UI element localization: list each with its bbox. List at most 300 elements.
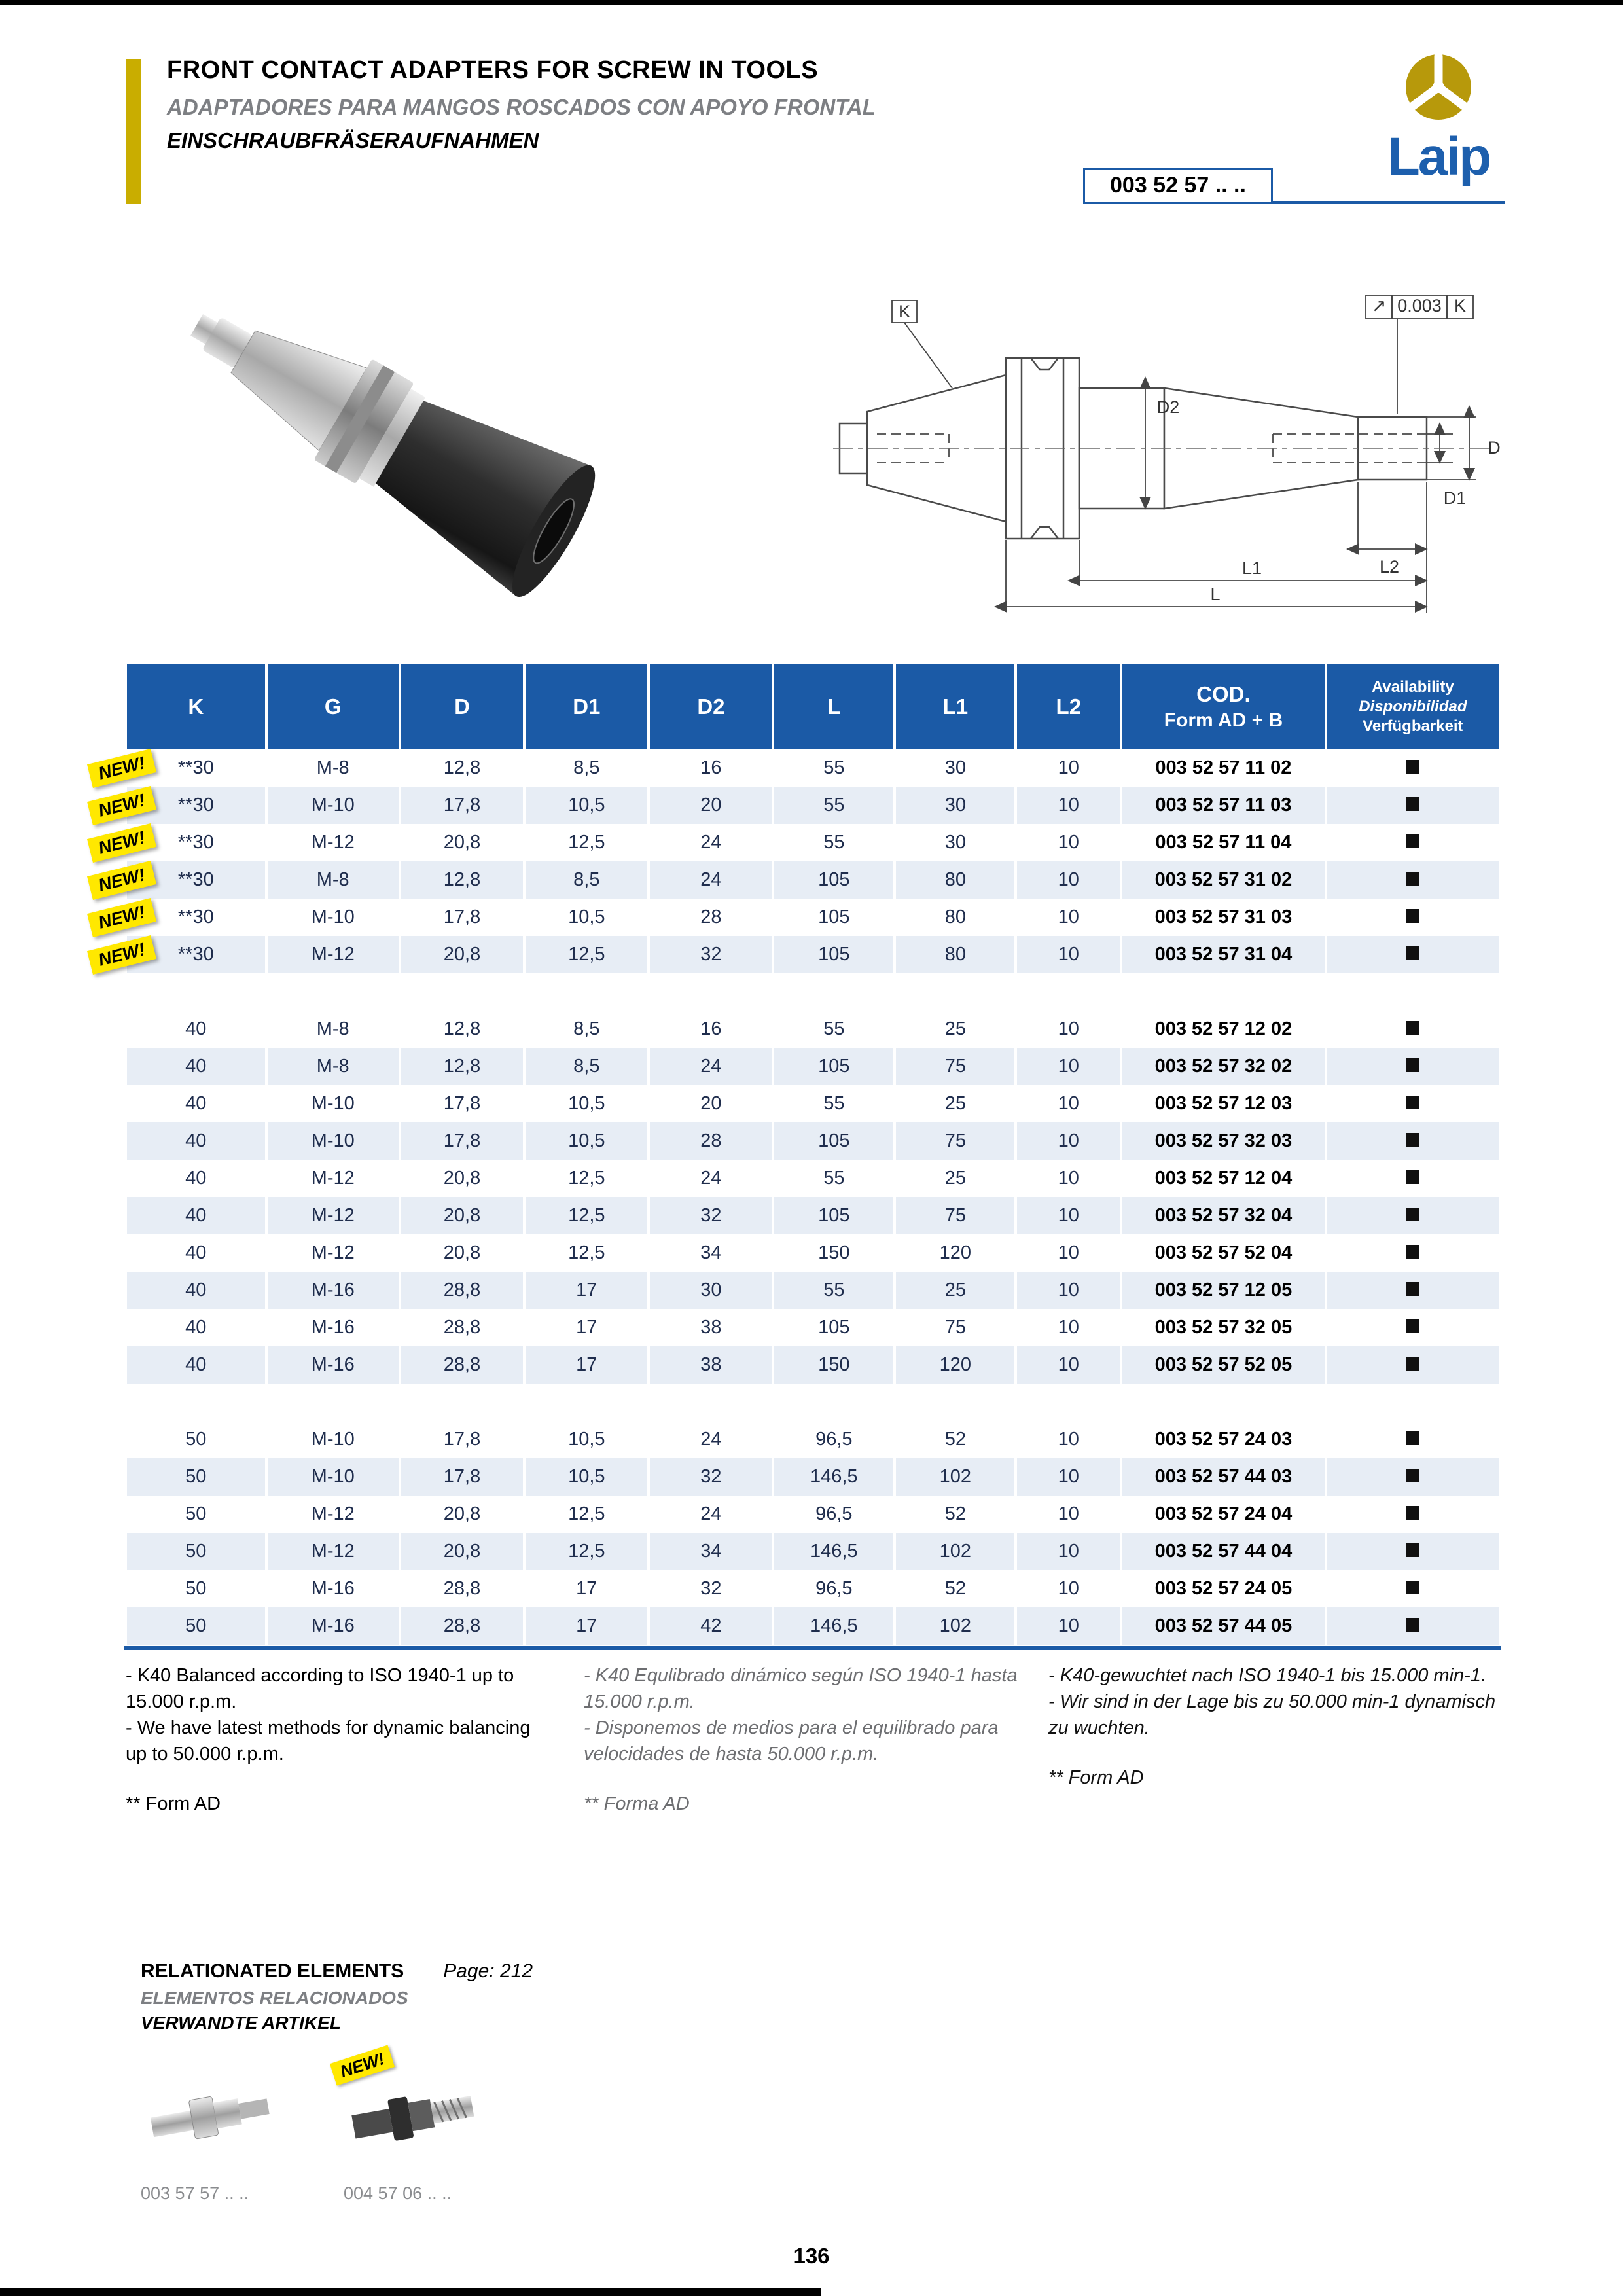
footnotes [126,1662,1507,1817]
cell-d2: 16 [700,757,722,778]
related-item-code: 003 57 57 .. .. [141,2183,249,2203]
cell-l1: 120 [939,1242,972,1263]
cell-availability [1327,1458,1499,1496]
cell-d2: 28 [650,1122,772,1160]
accent-bar [126,59,141,204]
col-header-d1: D1 [526,664,647,749]
cell-availability [1327,936,1499,973]
cell-d2: 24 [650,1048,772,1085]
cell-d2: 32 [650,936,772,973]
cell-l1: 80 [944,906,966,927]
availability-square-icon [1406,1208,1419,1221]
related-elements-section [141,1960,861,2204]
availability-square-icon [1406,760,1419,774]
col-header-l: L [774,664,893,749]
availability-square-icon [1406,1543,1419,1557]
label-d2: D2 [1156,397,1180,417]
cell-k: 40 [127,1048,265,1085]
cell-l: 105 [818,1317,850,1338]
cell-g: M-12 [311,1503,355,1524]
cell-cod: 003 52 57 24 05 [1154,1578,1293,1599]
laip-logo-icon [1400,48,1477,126]
cell-d2: 24 [700,1168,722,1189]
page-bottom-edge [0,2288,821,2296]
related-title-es: ELEMENTOS RELACIONADOS [141,1988,408,2008]
table-row [127,1458,1499,1496]
cell-l: 96,5 [815,1429,853,1450]
cell-k: **30 NEW! [127,824,265,861]
cell-l1: 80 [896,861,1014,899]
cell-k: **30 NEW! [127,899,265,936]
cell-l1: 52 [944,1503,966,1524]
label-d1: D1 [1443,488,1467,508]
dimension-table [96,664,1501,1645]
cell-l: 105 [774,1048,893,1085]
cell-l: 105 [774,936,893,973]
cell-availability [1327,1309,1499,1346]
cell-availability [1327,1234,1499,1272]
new-badge: NEW! [330,2045,395,2085]
cell-d1: 10,5 [526,1458,647,1496]
cell-l2: 10 [1058,832,1079,853]
cell-l: 55 [823,1018,845,1039]
table-row [127,1533,1499,1570]
cell-d1: 8,5 [526,861,647,899]
cell-g: M-10 [311,1429,355,1450]
cell-l2: 10 [1017,1458,1120,1496]
availability-square-icon [1406,1058,1419,1072]
cell-l1: 25 [944,1018,966,1039]
cell-g: M-10 [311,1093,355,1114]
cell-availability [1327,861,1499,899]
cell-d1: 8,5 [526,1048,647,1085]
cell-d1: 17 [576,1578,597,1599]
cell-l: 55 [774,1272,893,1309]
table-row [127,1011,1499,1048]
cell-d: 20,8 [401,936,523,973]
cell-l: 105 [774,861,893,899]
cell-availability [1327,1011,1499,1048]
col-header-cod [1122,664,1325,749]
cell-d2: 30 [650,1272,772,1309]
cell-k: 50 [185,1578,207,1599]
cell-cod: 003 52 57 32 02 [1122,1048,1325,1085]
cell-g: M-8 [316,757,349,778]
footnote-german [1048,1662,1507,1817]
cell-cod: 003 52 57 44 05 [1122,1607,1325,1645]
new-badge: NEW! [87,897,156,937]
cell-availability [1327,1570,1499,1607]
cell-d2: 20 [650,787,772,824]
tool-holder-photo-illustration [124,272,700,628]
cell-availability [1327,749,1499,787]
cell-d: 17,8 [443,1429,481,1450]
cell-k: **30 NEW! [127,787,265,824]
cell-l2: 10 [1058,1168,1079,1189]
cell-cod: 003 52 57 52 05 [1122,1346,1325,1384]
cell-availability [1327,1122,1499,1160]
cell-k: 40 [185,1168,207,1189]
related-title-de: VERWANDTE ARTIKEL [141,2013,341,2033]
form-note-en: ** Form AD [126,1793,221,1815]
cell-k: 40 [127,1122,265,1160]
cell-d1: 12,5 [568,832,605,853]
cell-d: 17,8 [443,906,481,927]
cell-d: 28,8 [401,1272,523,1309]
cell-d: 20,8 [443,1242,481,1263]
cell-availability [1327,1496,1499,1533]
cell-g: M-12 [268,936,399,973]
availability-square-icon [1406,1469,1419,1482]
cell-d2: 38 [700,1317,722,1338]
availability-square-icon [1406,1245,1419,1259]
cod-header-line1: COD. [1196,682,1251,706]
cell-k: 40 [185,1018,207,1039]
cell-l2: 10 [1058,1578,1079,1599]
cell-d1: 12,5 [568,1242,605,1263]
cell-l1: 75 [896,1048,1014,1085]
cell-l: 146,5 [774,1607,893,1645]
related-title-en: RELATIONATED ELEMENTS [141,1960,404,1982]
cell-l1: 25 [944,1093,966,1114]
cell-l2: 10 [1058,1429,1079,1450]
cell-d1: 8,5 [573,1018,600,1039]
cell-l2: 10 [1017,787,1120,824]
col-header-l2: L2 [1017,664,1120,749]
tolerance-datum: K [1454,296,1467,315]
cell-d: 12,8 [443,757,481,778]
cell-d2: 28 [700,906,722,927]
cell-d1: 10,5 [526,1122,647,1160]
new-badge: NEW! [87,785,156,825]
availability-square-icon [1406,1096,1419,1109]
cell-k: 40 [185,1093,207,1114]
availability-square-icon [1406,797,1419,811]
table-row [127,861,1499,899]
cell-k: 40 [185,1317,207,1338]
cell-g: M-10 [311,906,355,927]
cell-k: 50 [127,1533,265,1570]
cell-k: 40 [127,1197,265,1234]
availability-square-icon [1406,909,1419,923]
code-rule-line [1273,201,1505,204]
footnote-line: - Wir sind in der Lage bis zu 50.000 min-1 dynamisch zu wuchten. [1048,1691,1496,1739]
cell-l2: 10 [1058,1093,1079,1114]
cell-cod: 003 52 57 32 04 [1122,1197,1325,1234]
table-header-row [127,664,1499,749]
cell-d2: 24 [650,861,772,899]
cell-d: 12,8 [401,1048,523,1085]
cell-l1: 102 [896,1533,1014,1570]
cell-l2: 10 [1017,1346,1120,1384]
cell-k: 50 [127,1607,265,1645]
col-header-d: D [401,664,523,749]
cell-cod: 003 52 57 44 03 [1122,1458,1325,1496]
table-row [127,824,1499,861]
cell-l2: 10 [1017,1272,1120,1309]
cell-l: 55 [823,1168,845,1189]
availability-header-de: Verfügbarkeit [1363,717,1463,735]
cell-cod: 003 52 57 44 04 [1122,1533,1325,1570]
cell-d1: 17 [526,1607,647,1645]
cell-cod: 003 52 57 11 04 [1155,832,1292,853]
runout-symbol: ↗ [1371,296,1387,315]
cell-l1: 30 [896,787,1014,824]
cell-l2: 10 [1017,1607,1120,1645]
label-l: L [1210,584,1221,604]
table-row [127,787,1499,824]
cell-g: M-16 [268,1346,399,1384]
cell-cod: 003 52 57 12 04 [1154,1168,1293,1189]
cell-availability [1327,1346,1499,1384]
cell-l: 105 [774,1197,893,1234]
cell-availability [1327,1533,1499,1570]
cell-l: 150 [818,1242,850,1263]
cell-d: 12,8 [401,861,523,899]
cell-d2: 32 [650,1458,772,1496]
table-spacer-row [127,973,1499,1011]
cell-availability [1327,787,1499,824]
col-header-d2: D2 [650,664,772,749]
cell-g: M-12 [311,832,355,853]
cell-cod: 003 52 57 31 04 [1122,936,1325,973]
cell-d2: 34 [700,1242,722,1263]
availability-square-icon [1406,1133,1419,1147]
related-item [141,2063,281,2204]
availability-square-icon [1406,872,1419,886]
cell-l: 146,5 [774,1458,893,1496]
related-item-code: 004 57 06 .. .. [344,2183,452,2203]
cell-l2: 10 [1017,1197,1120,1234]
new-badge: NEW! [87,748,156,787]
tolerance-value: 0.003 [1397,296,1442,315]
table-row [127,1346,1499,1384]
page-top-edge [0,0,1623,5]
title-german: EINSCHRAUBFRÄSERAUFNAHMEN [167,128,539,152]
cell-k: **30 NEW! [127,861,265,899]
label-d: D [1488,438,1501,457]
availability-square-icon [1406,1282,1419,1296]
cell-d1: 17 [526,1272,647,1309]
cell-cod: 003 52 57 24 03 [1154,1429,1293,1450]
cell-l2: 10 [1017,936,1120,973]
table-row [127,1272,1499,1309]
cell-availability [1327,1197,1499,1234]
cell-g: M-16 [311,1317,355,1338]
cell-l1: 80 [896,936,1014,973]
cell-l1: 102 [896,1607,1014,1645]
availability-square-icon [1406,1618,1419,1632]
cell-d: 17,8 [401,787,523,824]
cell-availability [1327,1607,1499,1645]
cell-d1: 12,5 [568,1168,605,1189]
page-titles [167,56,1149,153]
cell-l1: 102 [896,1458,1014,1496]
table-row [127,1570,1499,1607]
cell-l1: 30 [944,757,966,778]
availability-square-icon [1406,1506,1419,1520]
cell-k: **30 NEW! [127,936,265,973]
cell-g: M-16 [311,1578,355,1599]
cell-d2: 34 [650,1533,772,1570]
cell-d1: 10,5 [526,787,647,824]
technical-drawing [815,278,1512,635]
footnote-line: - K40-gewuchtet nach ISO 1940-1 bis 15.000 min-1. [1048,1665,1486,1686]
cell-d1: 10,5 [568,1093,605,1114]
cell-l2: 10 [1017,861,1120,899]
cell-l: 55 [823,832,845,853]
cell-l1: 52 [944,1429,966,1450]
cell-availability [1327,1421,1499,1458]
cell-d1: 8,5 [573,757,600,778]
cell-d2: 24 [700,832,722,853]
cell-d1: 10,5 [568,906,605,927]
cell-d: 28,8 [443,1578,481,1599]
table-row [127,1160,1499,1197]
cell-l2: 10 [1058,757,1079,778]
cell-l2: 10 [1017,1122,1120,1160]
cell-l: 105 [818,906,850,927]
cell-g: M-8 [268,861,399,899]
cell-cod: 003 52 57 31 02 [1122,861,1325,899]
footnote-english [126,1662,584,1817]
cell-d: 20,8 [401,1533,523,1570]
new-badge: NEW! [87,823,156,862]
form-note-es: ** Forma AD [584,1793,690,1815]
cell-d2: 24 [700,1503,722,1524]
cell-k: 50 [127,1458,265,1496]
table-row [127,1607,1499,1645]
page-number: 136 [793,2244,830,2268]
dimension-table-wrap [96,664,1501,1650]
cell-l2: 10 [1058,1242,1079,1263]
related-page-reference: Page: 212 [443,1960,533,1982]
availability-header-es: Disponibilidad [1359,698,1467,715]
label-l1: L1 [1241,558,1262,578]
new-badge: NEW! [87,935,156,974]
cell-d: 12,8 [443,1018,481,1039]
cell-g: M-16 [268,1272,399,1309]
cell-g: M-10 [268,787,399,824]
footnote-line: - We have latest methods for dynamic balancing up to 50.000 r.p.m. [126,1717,531,1765]
footnote-line: - K40 Equlibrado dinámico según ISO 1940-1 hasta 15.000 r.p.m. [584,1665,1018,1713]
new-badge: NEW! [87,860,156,899]
cell-availability [1327,1272,1499,1309]
cell-d1: 12,5 [526,1197,647,1234]
cell-d1: 12,5 [526,1533,647,1570]
cell-k: 40 [127,1272,265,1309]
cell-d1: 12,5 [526,936,647,973]
cell-d: 20,8 [401,1197,523,1234]
cell-l2: 10 [1017,1533,1120,1570]
related-product-thumbnail [141,2063,281,2171]
footnote-line: - K40 Balanced according to ISO 1940-1 up to 15.000 r.p.m. [126,1665,514,1713]
availability-square-icon [1406,1357,1419,1371]
cell-l1: 75 [896,1197,1014,1234]
availability-square-icon [1406,1021,1419,1035]
cell-cod: 003 52 57 12 03 [1154,1093,1293,1114]
cell-l: 96,5 [815,1503,853,1524]
table-row [127,1197,1499,1234]
cell-d: 17,8 [443,1093,481,1114]
dimension-drawing-svg [815,278,1512,635]
cell-l1: 25 [944,1168,966,1189]
table-row [127,936,1499,973]
availability-square-icon [1406,1170,1419,1184]
cell-d1: 12,5 [568,1503,605,1524]
cell-availability [1327,1085,1499,1122]
cell-d: 28,8 [443,1317,481,1338]
cell-g: M-12 [311,1168,355,1189]
table-row [127,1085,1499,1122]
cell-l: 105 [774,1122,893,1160]
cell-l: 55 [774,787,893,824]
cell-d1: 10,5 [568,1429,605,1450]
product-code-box: 003 52 57 .. .. [1083,168,1273,204]
cell-l1: 75 [944,1317,966,1338]
cell-l: 55 [823,757,845,778]
cell-d2: 42 [650,1607,772,1645]
cell-d1: 17 [526,1346,647,1384]
cell-k: 40 [127,1346,265,1384]
table-spacer-row [127,1384,1499,1421]
cell-cod: 003 52 57 12 05 [1122,1272,1325,1309]
col-header-l1: L1 [896,664,1014,749]
table-row [127,899,1499,936]
label-l2: L2 [1379,557,1400,577]
table-row [127,1122,1499,1160]
cell-l: 146,5 [774,1533,893,1570]
cell-d: 20,8 [443,1168,481,1189]
spacer-cell [127,1384,1499,1421]
cell-cod: 003 52 57 12 02 [1154,1018,1293,1039]
cell-availability [1327,1160,1499,1197]
tool-holder-body [159,272,609,606]
availability-square-icon [1406,1431,1419,1445]
cell-d2: 32 [700,1578,722,1599]
availability-square-icon [1406,946,1419,960]
cell-g: M-12 [268,1533,399,1570]
table-row [127,1234,1499,1272]
cell-d: 20,8 [443,832,481,853]
cell-d2: 20 [700,1093,722,1114]
table-row [127,749,1499,787]
col-header-g: G [268,664,399,749]
cell-cod: 003 52 57 11 02 [1155,757,1292,778]
col-header-k: K [127,664,265,749]
cod-header-line2: Form AD + B [1164,709,1283,731]
cell-g: M-8 [316,1018,349,1039]
cell-d2: 38 [650,1346,772,1384]
footnote-spanish [584,1662,1048,1817]
cell-l1: 75 [896,1122,1014,1160]
table-row [127,1048,1499,1085]
cell-d: 28,8 [401,1607,523,1645]
cell-l1: 52 [944,1578,966,1599]
label-k: K [898,302,911,321]
product-photo [124,272,700,628]
cell-cod: 003 52 57 24 04 [1154,1503,1293,1524]
availability-square-icon [1406,1581,1419,1594]
col-header-availability [1327,664,1499,749]
cell-cod: 003 52 57 32 03 [1122,1122,1325,1160]
cell-l1: 120 [896,1346,1014,1384]
table-row [127,1309,1499,1346]
cell-cod: 003 52 57 52 04 [1154,1242,1293,1263]
cell-cod: 003 52 57 31 03 [1154,906,1293,927]
cell-k: 50 [185,1429,207,1450]
table-row [127,1496,1499,1533]
